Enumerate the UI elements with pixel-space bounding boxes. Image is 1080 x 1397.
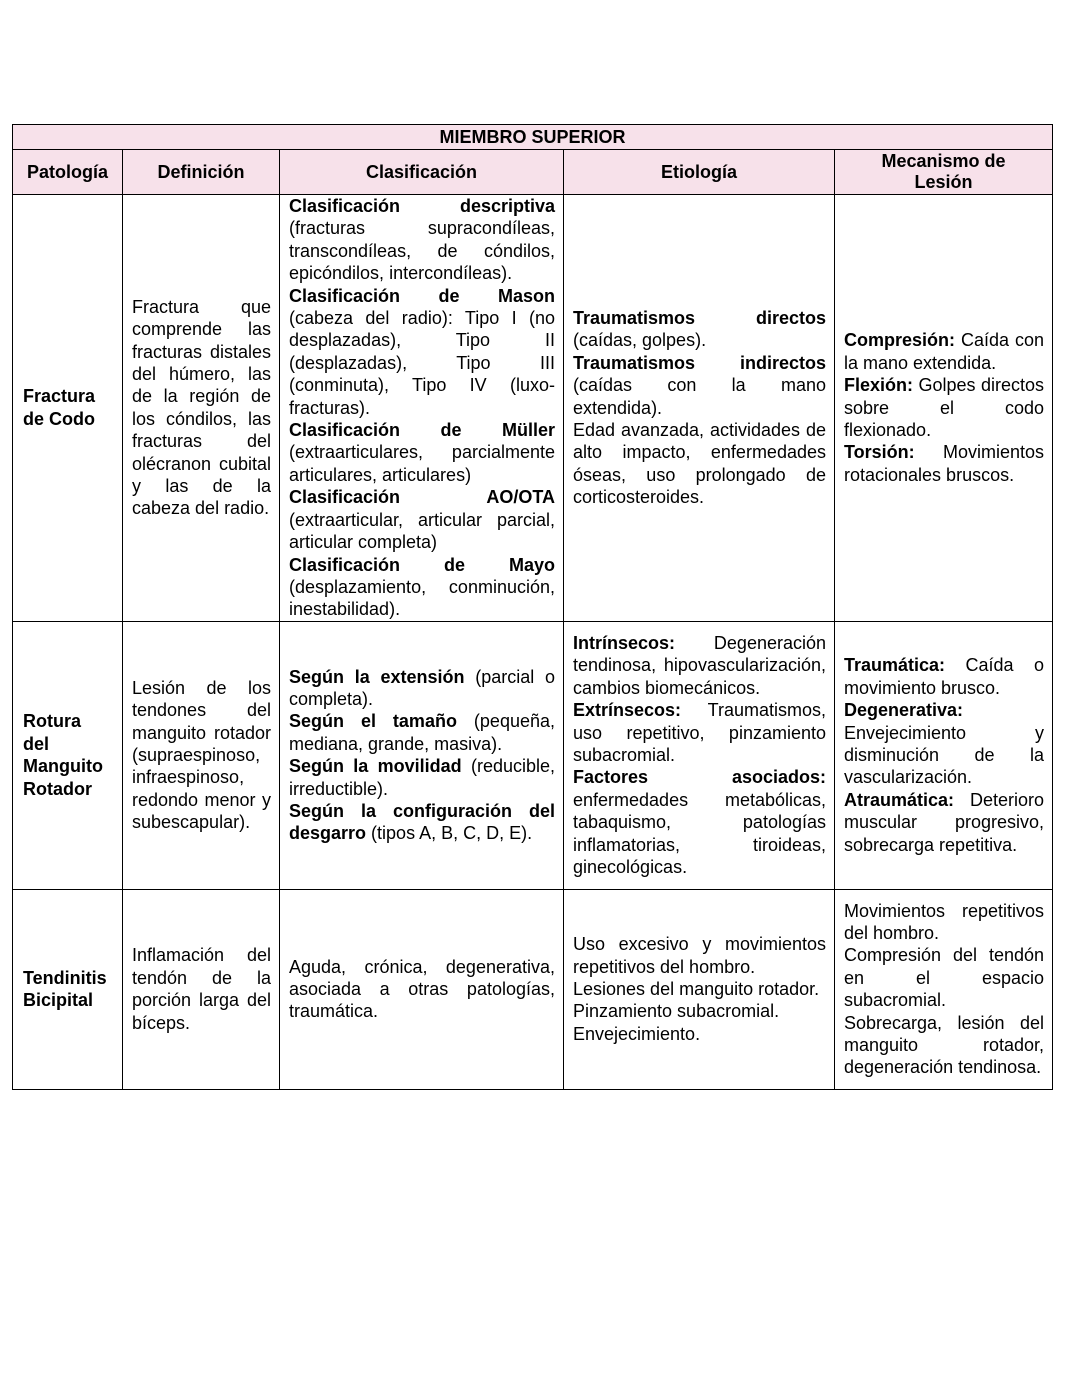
mechanism-paragraph <box>844 374 1044 441</box>
row-classification <box>280 195 563 621</box>
row-mechanism-cell <box>835 621 1053 889</box>
table-title: MIEMBRO SUPERIOR <box>13 125 1053 150</box>
etiology-paragraph <box>573 419 826 509</box>
row-name: Fractura de Codo <box>23 386 96 429</box>
classification-paragraph <box>289 710 555 755</box>
row-classification <box>280 956 563 1023</box>
etiology-paragraph <box>573 307 826 352</box>
row-name-cell <box>13 621 123 889</box>
mechanism-paragraph-lead: Traumática: <box>844 655 946 676</box>
classification-paragraph-text: Aguda, crónica, degenerativa, asociada a otras patologías, traumática. <box>289 956 555 1022</box>
classification-paragraph-lead: Según la extensión <box>289 666 465 687</box>
mechanism-paragraph-text: Caída con la mano extendida. <box>844 330 1045 373</box>
row-name-cell <box>13 889 123 1089</box>
classification-paragraph <box>289 486 555 553</box>
mechanism-paragraph-text: Caída o movimiento brusco. <box>844 655 1045 698</box>
classification-paragraph <box>289 195 555 285</box>
classification-paragraph-text: (desplazamiento, conminución, inestabilidad). <box>289 576 555 620</box>
etiology-paragraph-text: Degeneración tendinosa, hipovascularización, cambios biomecánicos. <box>573 632 826 698</box>
mechanism-paragraph <box>844 944 1044 1011</box>
row-mechanism-cell <box>835 195 1053 622</box>
miembro-superior-table <box>12 124 1053 1090</box>
etiology-paragraph-text: Uso excesivo y movimientos repetitivos del hombro. <box>573 934 826 977</box>
table-row <box>13 889 1053 1089</box>
header-row <box>13 150 1053 195</box>
classification-paragraph-text: (fracturas supracondíleas, transcondíleas, de cóndilos, epicóndilos, intercondíleas). <box>289 218 555 284</box>
etiology-paragraph-text: Pinzamiento subacromial. <box>573 1001 780 1022</box>
etiology-paragraph <box>573 978 826 1000</box>
page <box>12 124 1052 1090</box>
title-row <box>13 125 1053 150</box>
row-mechanism <box>835 654 1052 856</box>
classification-paragraph <box>289 285 555 419</box>
mechanism-paragraph <box>844 699 1044 789</box>
row-definition-cell <box>123 195 280 622</box>
etiology-paragraph-text: (caídas con la mano extendida). <box>573 375 826 418</box>
etiology-paragraph-lead: Intrínsecos: <box>573 632 676 653</box>
mechanism-paragraph-text: Movimientos rotacionales bruscos. <box>844 442 1045 485</box>
table-row <box>13 195 1053 622</box>
mechanism-paragraph-text: Sobrecarga, lesión del manguito rotador, degeneración tendinosa. <box>844 1012 1045 1078</box>
classification-paragraph-lead: Clasificación de Mayo <box>289 554 555 575</box>
row-definition-cell <box>123 621 280 889</box>
mechanism-paragraph-text: Compresión del tendón en el espacio subacromial. <box>844 945 1045 1011</box>
mechanism-paragraph <box>844 441 1044 486</box>
etiology-paragraph-lead: Traumatismos indirectos <box>573 352 826 373</box>
mechanism-paragraph-lead: Flexión: <box>844 375 914 396</box>
row-classification-cell <box>280 889 564 1089</box>
row-name: Tendinitis Bicipital <box>23 967 107 1011</box>
classification-paragraph-lead: Clasificación de Müller <box>289 420 555 441</box>
classification-paragraph-lead: Clasificación AO/OTA <box>289 487 555 508</box>
mechanism-paragraph-lead: Torsión: <box>844 442 915 463</box>
classification-paragraph <box>289 666 555 711</box>
classification-paragraph-text: (pequeña, mediana, grande, masiva). <box>289 711 555 754</box>
row-classification-cell <box>280 621 564 889</box>
row-definition: Fractura que comprende las fracturas distales del húmero, las de la región de los cóndilos, las fracturas del olécranon cubital y las de la cabeza del radio. <box>132 296 271 519</box>
etiology-paragraph-lead: Factores asociados: <box>573 767 826 788</box>
etiology-paragraph-text: Traumatismos, uso repetitivo, pinzamiento subacromial. <box>573 700 826 766</box>
classification-paragraph-lead: Clasificación de Mason <box>289 285 555 306</box>
row-mechanism <box>835 900 1052 1079</box>
header-definicion: Definición <box>123 150 280 195</box>
row-classification <box>280 666 563 845</box>
etiology-paragraph-text: Envejecimiento. <box>573 1023 701 1044</box>
row-name: Rotura del Manguito Rotador <box>23 711 103 799</box>
mechanism-paragraph-text: Envejecimiento y disminución de la vascularización. <box>844 722 1045 788</box>
mechanism-paragraph <box>844 329 1044 374</box>
row-name-cell <box>13 195 123 622</box>
mechanism-paragraph-lead: Atraumática: <box>844 789 955 810</box>
classification-paragraph-lead: Según la movilidad <box>289 756 462 777</box>
classification-paragraph-lead: Según el tamaño <box>289 711 457 732</box>
mechanism-paragraph <box>844 1012 1044 1079</box>
row-etiology-cell <box>564 621 835 889</box>
etiology-paragraph <box>573 699 826 766</box>
row-definition: Lesión de los tendones del manguito rotador (supraespinoso, infraespinoso, redondo menor y subescapular). <box>132 677 271 833</box>
header-mecanismo-label: Mecanismo de Lesión <box>881 151 1006 192</box>
row-etiology <box>564 933 834 1045</box>
row-classification-cell <box>280 195 564 622</box>
row-etiology-cell <box>564 889 835 1089</box>
mechanism-paragraph <box>844 789 1044 856</box>
row-etiology <box>564 307 834 509</box>
mechanism-paragraph-text: Movimientos repetitivos del hombro. <box>844 900 1045 943</box>
classification-paragraph <box>289 956 555 1023</box>
classification-paragraph-text: (extraarticular, articular parcial, articular completa) <box>289 509 555 553</box>
row-etiology <box>564 632 834 878</box>
classification-paragraph <box>289 419 555 486</box>
mechanism-paragraph-lead: Degenerativa: <box>844 700 964 721</box>
etiology-paragraph-text: Lesiones del manguito rotador. <box>573 979 820 1000</box>
etiology-paragraph-text: enfermedades metabólicas, tabaquismo, patologías inflamatorias, tiroideas, ginecológicas. <box>573 789 826 878</box>
classification-paragraph-text: (tipos A, B, C, D, E). <box>371 823 533 844</box>
mechanism-paragraph <box>844 654 1044 699</box>
etiology-paragraph-lead: Traumatismos directos <box>573 308 826 329</box>
header-etiologia: Etiología <box>564 150 835 195</box>
row-mechanism <box>835 329 1052 486</box>
header-clasificacion: Clasificación <box>280 150 564 195</box>
classification-paragraph <box>289 755 555 800</box>
mechanism-paragraph-text: Golpes directos sobre el codo flexionado. <box>844 375 1045 441</box>
classification-paragraph-text: (reducible, irreductible). <box>289 756 555 799</box>
etiology-paragraph <box>573 352 826 419</box>
etiology-paragraph-lead: Extrínsecos: <box>573 700 682 721</box>
classification-paragraph-lead: Según la configuración del desgarro <box>289 801 555 844</box>
etiology-paragraph <box>573 1000 826 1022</box>
mechanism-paragraph-text: Deterioro muscular progresivo, sobrecarga repetitiva. <box>844 789 1045 855</box>
row-definition: Inflamación del tendón de la porción larga del bíceps. <box>132 945 271 1033</box>
etiology-paragraph-text: Edad avanzada, actividades de alto impacto, enfermedades óseas, uso prolongado de corticosteroides. <box>573 420 826 508</box>
header-patologia: Patología <box>13 150 123 195</box>
mechanism-paragraph-lead: Compresión: <box>844 330 956 351</box>
etiology-paragraph <box>573 632 826 699</box>
row-definition-cell <box>123 889 280 1089</box>
mechanism-paragraph <box>844 900 1044 945</box>
classification-paragraph <box>289 800 555 845</box>
etiology-paragraph <box>573 933 826 978</box>
etiology-paragraph-text: (caídas, golpes). <box>573 330 707 351</box>
header-mecanismo <box>835 150 1053 195</box>
classification-paragraph-text: (cabeza del radio): Tipo I (no desplazadas), Tipo II (desplazadas), Tipo III (conminuta), Tipo IV (luxo-fracturas). <box>289 308 555 418</box>
classification-paragraph-lead: Clasificación descriptiva <box>289 196 555 216</box>
classification-paragraph-text: (extraarticulares, parcialmente articulares, articulares) <box>289 442 555 485</box>
etiology-paragraph <box>573 766 826 878</box>
table-row <box>13 621 1053 889</box>
row-mechanism-cell <box>835 889 1053 1089</box>
row-etiology-cell <box>564 195 835 622</box>
etiology-paragraph <box>573 1023 826 1045</box>
classification-paragraph-text: (parcial o completa). <box>289 666 555 709</box>
classification-paragraph <box>289 554 555 621</box>
